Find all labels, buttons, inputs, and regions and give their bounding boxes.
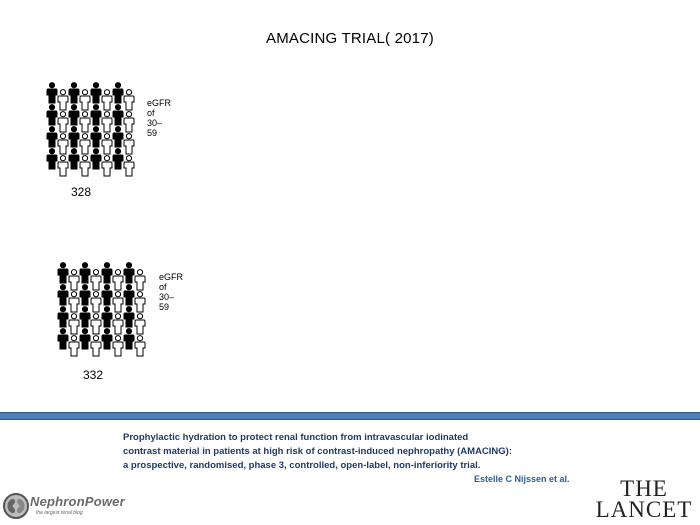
divider-bar bbox=[0, 412, 700, 420]
group-1-egfr-label: eGFR of 30–59 bbox=[147, 98, 172, 138]
citation-line-3: a prospective, randomised, phase 3, controlled, open-label, non-inferiority trial. bbox=[123, 460, 481, 471]
group-1-count: 328 bbox=[71, 185, 92, 199]
kidney-icon bbox=[2, 492, 30, 520]
citation-author: Estelle C Nijssen et al. bbox=[474, 474, 570, 484]
citation bbox=[123, 431, 593, 473]
citation-line-2: contrast material in patients at high risk of contrast-induced nephropathy (AMACING): bbox=[123, 446, 513, 457]
group-2-count: 332 bbox=[83, 368, 104, 382]
nephronpower-tagline: the largest renal blog bbox=[36, 510, 83, 516]
citation-line-1: Prophylactic hydration to protect renal function from intravascular iodinated bbox=[123, 432, 469, 443]
page-title: AMACING TRIAL( 2017) bbox=[266, 30, 434, 47]
people-icon-grid bbox=[56, 262, 146, 357]
group-2-egfr-label: eGFR of 30–59 bbox=[159, 272, 184, 312]
people-icon-grid bbox=[45, 82, 135, 172]
lancet-logo: THE LANCET bbox=[595, 476, 693, 522]
nephronpower-logo bbox=[2, 492, 162, 522]
nephronpower-name: NephronPower bbox=[30, 494, 125, 509]
person-icon bbox=[122, 155, 136, 177]
person-icon bbox=[133, 335, 147, 357]
